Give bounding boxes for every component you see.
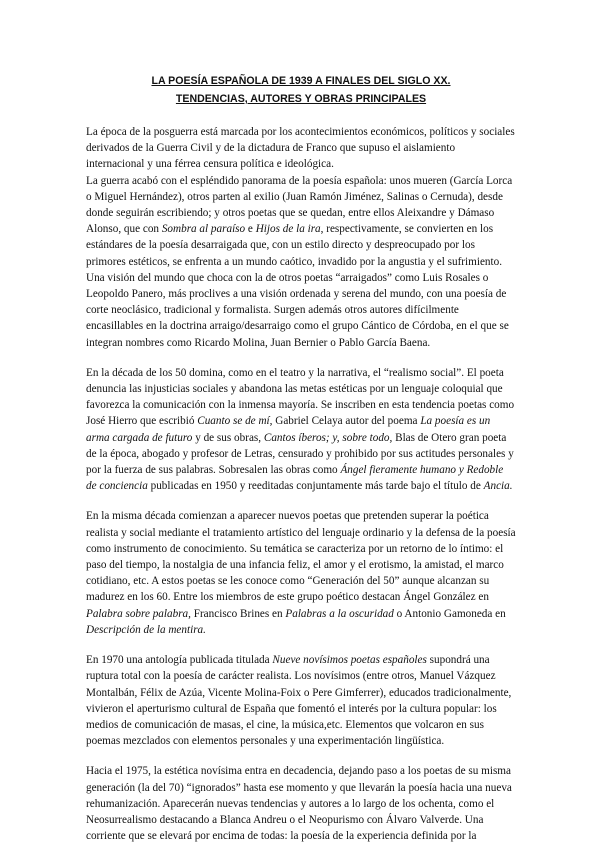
title-line-2: TENDENCIAS, AUTORES Y OBRAS PRINCIPALES xyxy=(175,93,427,105)
paragraph-guerra-panorama: La guerra acabó con el espléndido panorama de la poesía española: unos mueren (García Lorca o Miguel Hernández), otros parten al exilio (Juan Ramón Jiménez, Salinas o Cernuda), desde donde seguirán escribiendo; y otros poetas que se quedan, entre ellos Aleixandre y Dámaso Alonso, que con Sombra al paraíso e Hijos de la ira, respectivamente, se convierten en los estándares de la poesía desarraigada que, con un estilo directo y despreocupado por los primores estéticos, se enfrenta a un mundo caótico, invadido por la angustia y el sufrimiento. Una visión del mundo que choca con la de otros poetas “arraigados” como Luis Rosales o Leopoldo Panero, más proclives a una visión ordenada y serena del mundo, con una poesía de corte neoclásico, tradicional y formalista. Surgen además otros autores difícilmente encasillables en la doctrina arraigo/desarraigo como el grupo Cántico de Córdoba, en el que se integran nombres como Ricardo Molina, Juan Bernier o Pablo García Baena. xyxy=(86,174,513,349)
paragraph-generacion-50: En la misma década comienzan a aparecer nuevos poetas que pretenden superar la poética realista y social mediante el tratamiento artístico del lenguaje ordinario y la defensa de la poesía como instrumento de conocimiento. Su temática se caracteriza por un retorno de lo íntimo: el paso del tiempo, la nostalgia de una infancia feliz, el amor y el erotismo, la amistad, el marco cotidiano, etc. A estos poetas se les conoce como “Generación del 50” aunque alcanzan su madurez en los 60. Entre los miembros de este grupo poético destacan Ángel González en Palabra sobre palabra, Francisco Brines en Palabras a la oscuridad o Antonio Gamoneda en Descripción de la mentira. xyxy=(86,510,516,636)
paragraph-novisimos: En 1970 una antología publicada titulada Nueve novísimos poetas españoles supondrá una ruptura total con la poesía de carácter realista. Los novísimos (entre otros, Manuel Vázquez Montalbán, Félix de Azúa, Vicente Molina-Foix o Pere Gimferrer), educados tradicionalmente, vivieron el aperturismo cultural de España que fomentó el interés por la cultura popular: los medios de comunicación de masas, el cine, la música,etc. Elementos que volcaron en sus poemas mezclados con elementos personales y una experimentación lingüística. xyxy=(86,654,512,748)
paragraph-posguerra: La época de la posguerra está marcada por los acontecimientos económicos, políticos y sociales derivados de la Guerra Civil y de la dictadura de Franco que supuso el aislamiento internacional y una férrea censura política e ideológica. xyxy=(86,126,515,171)
paragraph-realismo-social: En la década de los 50 domina, como en el teatro y la narrativa, el “realismo social”. El poeta denuncia las injusticias sociales y abandona las metas estéticas por un lenguaje coloquial que favorezca la comunicación con la inmensa mayoría. Se inscriben en esta tendencia poetas como José Hierro que escribió Cuanto se de mí, Gabriel Celaya autor del poema La poesía es un arma cargada de futuro y de sus obras, Cantos íberos; y, sobre todo, Blas de Otero gran poeta de la época, abogado y profesor de Letras, censurado y prohibido por sus actitudes personales y por la fuerza de sus palabras. Sobresalen las obras como Ángel fieramente humano y Redoble de conciencia publicadas en 1950 y reeditadas conjuntamente más tarde bajo el título de Ancia. xyxy=(86,366,515,493)
title-line-1: LA POESÍA ESPAÑOLA DE 1939 A FINALES DEL SIGLO XX. xyxy=(151,75,451,87)
paragraph-generacion-70: Hacia el 1975, la estética novísima entra en decadencia, dejando paso a los poetas de su misma generación (la del 70) “ignorados” hasta ese momento y que llevarán la poesía hacia una nueva rehumanización. Aparecerán nuevas tendencias y autores a lo largo de los ochenta, como el Neosurrealismo destacando a Blanca Andreu o el Neopurismo con Álvaro Valverde. Una corriente que se elevará por encima de todas: la poesía de la experiencia definida por la xyxy=(86,765,512,843)
document-title xyxy=(86,72,516,108)
